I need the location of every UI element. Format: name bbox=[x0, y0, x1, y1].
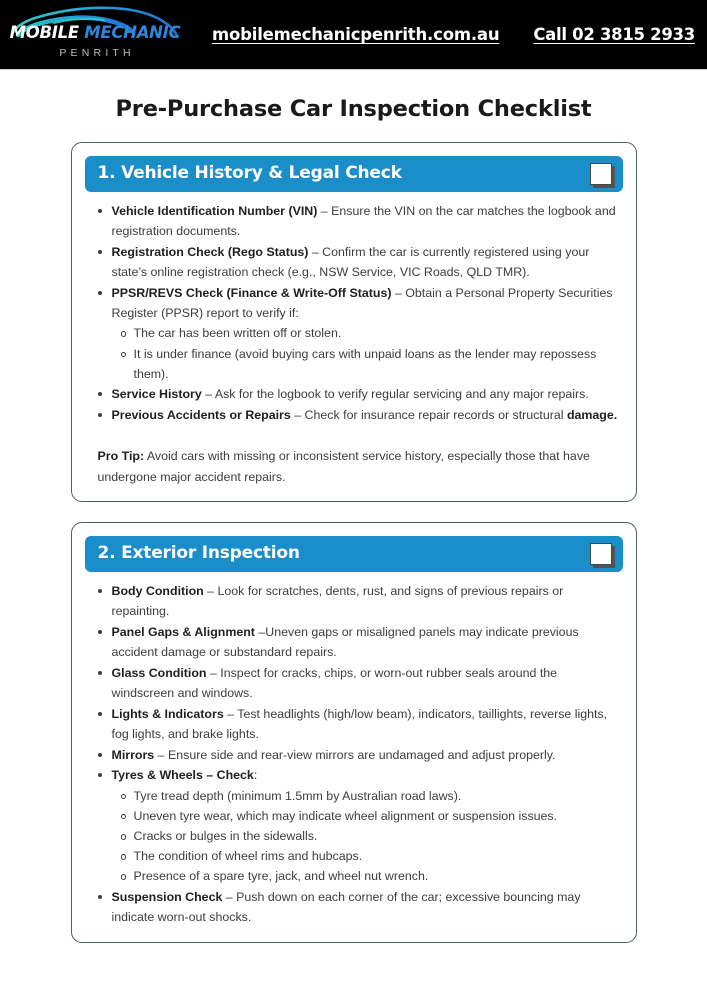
checklist-items bbox=[85, 201, 623, 425]
checklist-item-text: : bbox=[253, 768, 258, 783]
checklist-subitem[interactable]: Uneven tyre wear, which may indicate wheel alignment or suspension issues. bbox=[134, 806, 623, 826]
checklist-item-text: – Look for scratches, dents, rust, and signs of previous repairs or repainting. bbox=[111, 583, 564, 619]
checklist-item-text: – Ensure the VIN on the car matches the logbook and registration documents. bbox=[111, 204, 616, 239]
logo-secondary-text: MECHANIC bbox=[84, 23, 181, 42]
checklist-item-text: – Test headlights (high/low beam), indicators, taillights, reverse lights, fog lights, and brake lights. bbox=[111, 706, 608, 741]
checklist-item[interactable] bbox=[112, 384, 623, 404]
checklist-item-text-bold: damage. bbox=[566, 408, 618, 423]
logo-location-text: PENRITH bbox=[59, 46, 135, 59]
checklist-item[interactable] bbox=[112, 283, 623, 384]
checklist-item-text: –Uneven gaps or misaligned panels may indicate previous accident damage or substandard repairs. bbox=[111, 624, 579, 659]
checklist-item-lead: Service History bbox=[111, 387, 202, 402]
checklist-item-lead: Body Condition bbox=[111, 583, 204, 598]
checklist-item-lead: Glass Condition bbox=[111, 665, 207, 680]
section-title: 1. Vehicle History & Legal Check bbox=[97, 163, 402, 183]
website-link[interactable]: mobilemechanicpenrith.com.au bbox=[212, 25, 500, 44]
section-checkbox[interactable] bbox=[590, 543, 612, 565]
checklist-item-text: – Push down on each corner of the car; excessive bouncing may indicate worn-out shocks. bbox=[111, 890, 581, 925]
checklist-item-lead: Vehicle Identification Number (VIN) bbox=[111, 204, 318, 218]
checklist-item-lead: Mirrors bbox=[111, 747, 155, 762]
checklist-item[interactable] bbox=[112, 663, 623, 703]
logo-wordmark bbox=[10, 25, 181, 42]
checklist-item-text: – Check for insurance repair records or structural bbox=[290, 408, 567, 423]
checklist-subitem[interactable]: The car has been written off or stolen. bbox=[134, 323, 623, 343]
checklist-item-lead: Previous Accidents or Repairs bbox=[111, 408, 291, 423]
checklist-subitem[interactable]: Presence of a spare tyre, jack, and wheel nut wrench. bbox=[134, 866, 623, 886]
checklist-subitem[interactable]: It is under finance (avoid buying cars with unpaid loans as the lender may repossess them). bbox=[134, 344, 623, 384]
checklist-item-text: – Inspect for cracks, chips, or worn-out rubber seals around the windscreen and windows. bbox=[111, 665, 558, 700]
checklist-item[interactable] bbox=[112, 581, 623, 621]
checklist-item[interactable] bbox=[112, 622, 623, 662]
checklist-subitem[interactable]: Tyre tread depth (minimum 1.5mm by Australian road laws). bbox=[134, 786, 623, 806]
checklist-item-lead: Tyres & Wheels – Check bbox=[111, 768, 254, 783]
section-title: 2. Exterior Inspection bbox=[97, 542, 300, 563]
checklist-item[interactable] bbox=[112, 405, 623, 425]
checklist-subitems bbox=[112, 786, 623, 887]
checklist-item-lead: Registration Check (Rego Status) bbox=[111, 244, 309, 259]
checklist-item-text: – Ensure side and rear-view mirrors are undamaged and adjust properly. bbox=[154, 747, 556, 762]
checklist-items bbox=[85, 581, 623, 928]
checklist-subitem[interactable]: Cracks or bulges in the sidewalls. bbox=[134, 826, 623, 846]
checklist-item-lead: Panel Gaps & Alignment bbox=[111, 624, 255, 639]
pro-tip bbox=[85, 446, 615, 486]
site-header bbox=[0, 0, 707, 70]
checklist-item-lead: Suspension Check bbox=[111, 890, 223, 905]
checklist-item[interactable] bbox=[112, 745, 623, 765]
checklist-item-lead: PPSR/REVS Check (Finance & Write-Off Status) bbox=[111, 285, 392, 300]
checklist-item[interactable] bbox=[112, 765, 623, 886]
pro-tip-text: Avoid cars with missing or inconsistent service history, especially those that have undergone major accident repairs. bbox=[97, 449, 590, 484]
checklist-subitem[interactable]: The condition of wheel rims and hubcaps. bbox=[134, 846, 623, 866]
checklist-item[interactable] bbox=[112, 704, 623, 744]
checklist-item[interactable] bbox=[112, 887, 623, 927]
checklist-item-lead: Lights & Indicators bbox=[111, 706, 224, 721]
phone-link[interactable]: Call 02 3815 2933 bbox=[533, 25, 695, 44]
section-header bbox=[85, 156, 623, 192]
section-checkbox[interactable] bbox=[590, 163, 612, 185]
pro-tip-label: Pro Tip: bbox=[97, 449, 145, 464]
checklist-item[interactable] bbox=[112, 201, 623, 241]
checklist-section-card bbox=[71, 142, 637, 502]
checklist-item-text: – Confirm the car is currently registered using your state’s online registration check (e.g., NSW Service, VIC Roads, QLD TMR). bbox=[111, 244, 590, 280]
checklist-section-card bbox=[71, 522, 637, 943]
checklist-item-text: – Ask for the logbook to verify regular servicing and any major repairs. bbox=[201, 387, 589, 402]
section-header bbox=[85, 536, 623, 572]
brand-logo bbox=[0, 0, 190, 70]
checklist-item[interactable] bbox=[112, 242, 623, 282]
checklist-item-text: – Obtain a Personal Property Securities Register (PPSR) report to verify if: bbox=[111, 285, 613, 321]
checklist-subitems bbox=[112, 323, 623, 384]
logo-primary-text: MOBILE bbox=[9, 23, 79, 42]
page-title: Pre-Purchase Car Inspection Checklist bbox=[115, 96, 592, 122]
